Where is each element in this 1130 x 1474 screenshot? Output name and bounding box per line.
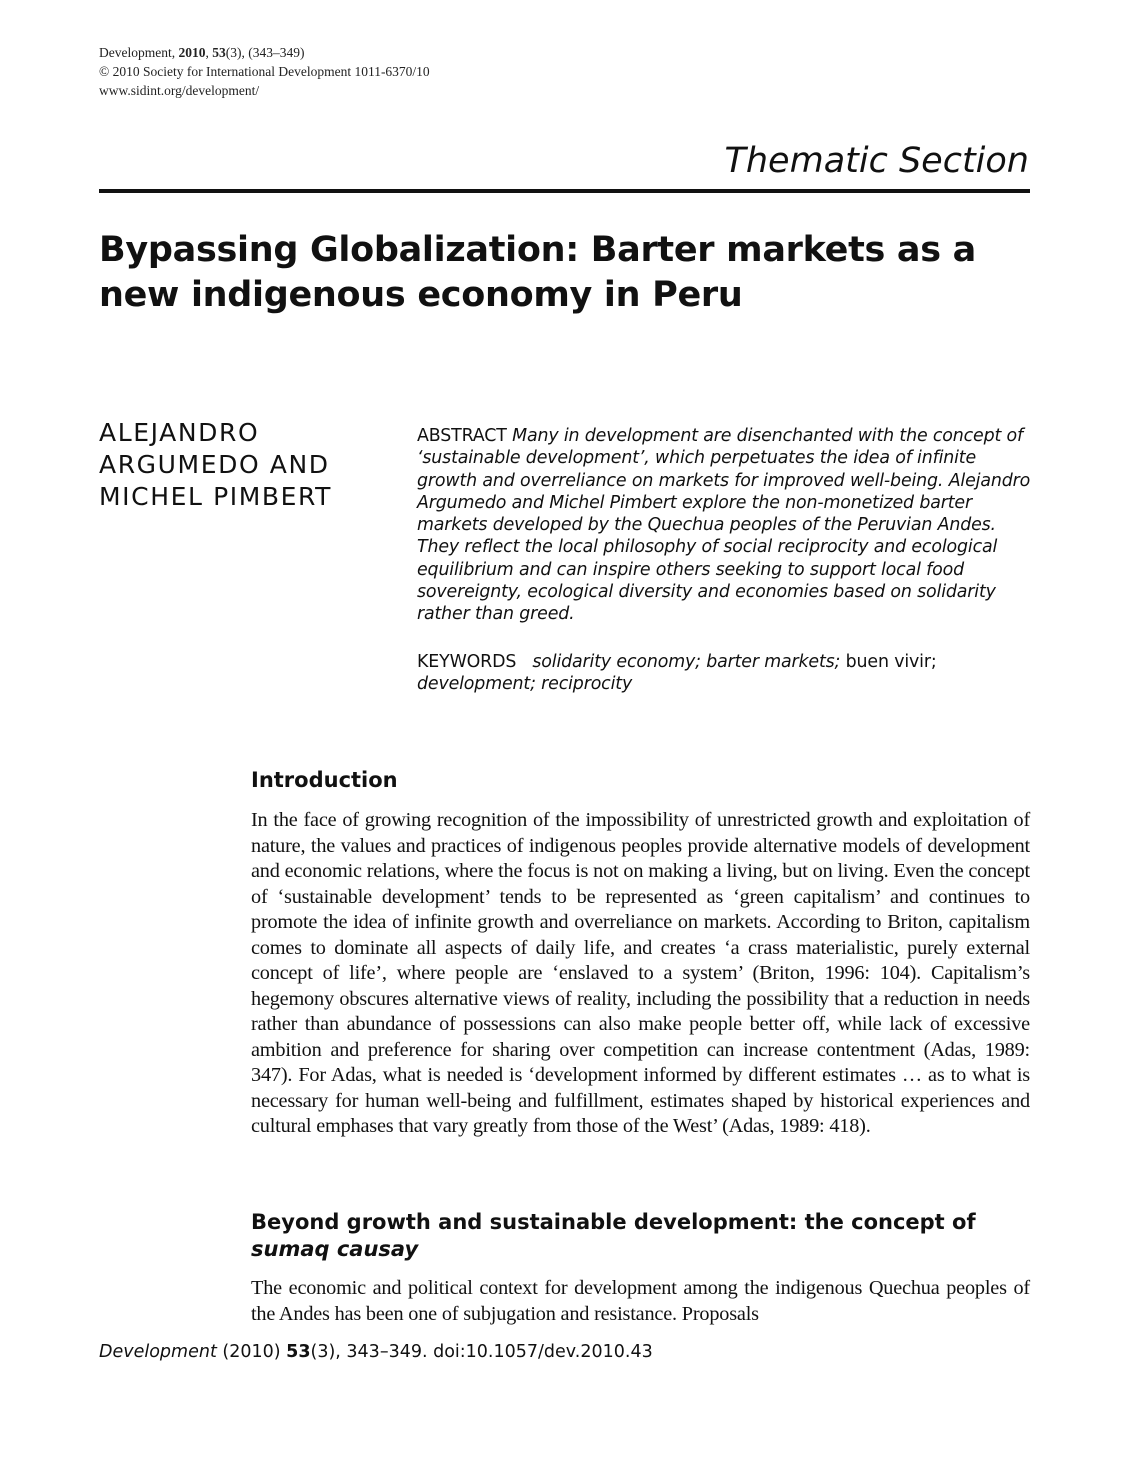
footer-year: (2010) [216, 1342, 287, 1362]
author-line: ARGUMEDO AND [99, 450, 330, 479]
section-label: Thematic Section [724, 141, 1029, 181]
keywords-roman: buen vivir; [840, 652, 937, 672]
keywords [417, 651, 1033, 696]
section-divider [99, 189, 1030, 193]
footer-volume: 53 [286, 1342, 311, 1362]
journal-website: www.sidint.org/development/ [99, 83, 260, 98]
introduction-heading: Introduction [251, 768, 398, 792]
author-line: MICHEL PIMBERT [99, 482, 333, 511]
journal-header [99, 43, 430, 100]
abstract-label: ABSTRACT [417, 426, 507, 446]
section2-heading-text: Beyond growth and sustainable development: the concept of [251, 1210, 976, 1234]
citation-issue-pages: (3), (343–349) [225, 45, 305, 60]
page-footer [99, 1342, 653, 1362]
author-line: ALEJANDRO [99, 418, 260, 447]
footer-rest: (3), 343–349. doi:10.1057/dev.2010.43 [310, 1342, 653, 1362]
introduction-paragraph: In the face of growing recognition of the impossibility of unrestricted growth and exploitation of nature, the values and practices of indigenous peoples provide alternative models of development and economic relations, where the focus is not on making a living, but on living. Even the concept of ‘sustainable development’ tends to be represented as ‘green capitalism’ and continues to promote the idea of infinite growth and overreliance on markets. According to Briton, capitalism comes to dominate all aspects of daily life, and creates ‘a crass materialistic, purely external concept of life’, where people are ‘enslaved to a system’ (Briton, 1996: 104). Capitalism’s hegemony obscures alternative views of reality, including the possibility that a reduction in needs rather than abundance of possessions can also make people better off, while lack of excessive ambition and preference for sharing over competition can increase contentment (Adas, 1989: 347). For Adas, what is needed is ‘development informed by different estimates … as to what is necessary for human well-being and fulfillment, estimates shaped by historical experiences and cultural emphases that vary greatly from those of the West’ (Adas, 1989: 418). [251, 809, 1030, 1137]
journal-citation [99, 43, 430, 62]
citation-prefix: Development, [99, 45, 179, 60]
citation-year: 2010 [178, 45, 206, 60]
section2-paragraph: The economic and political context for development among the indigenous Quechua peoples of the Andes has been one of subjugation and resistance. Proposals [251, 1277, 1030, 1325]
author-block [99, 417, 332, 513]
footer-journal: Development [99, 1342, 217, 1362]
keywords-italic-2: development; reciprocity [417, 674, 633, 695]
keywords-label: KEYWORDS [417, 652, 517, 672]
abstract [417, 425, 1033, 626]
citation-volume: 53 [212, 45, 226, 60]
article-title: Bypassing Globalization: Barter markets as a new indigenous economy in Peru [99, 230, 976, 315]
section2-heading-italic: sumaq causay [251, 1237, 419, 1261]
keywords-italic: solidarity economy; barter markets; [532, 652, 841, 672]
copyright-line: © 2010 Society for International Development 1011-6370/10 [99, 64, 430, 79]
abstract-text: Many in development are disenchanted with the concept of ‘sustainable development’, which perpetuates the idea of infinite growth and overreliance on markets for improved well-being. Alejandro Argumedo and Michel Pimbert explore the non-monetized barter markets developed by the Quechua peoples of the Peruvian Andes. They reflect the local philosophy of social reciprocity and ecological equilibrium and can inspire others seeking to support local food sovereignty, ecological diversity and economies based on solidarity rather than greed. [417, 426, 1031, 625]
section2-heading [251, 1209, 1041, 1263]
citation-sep: , [205, 45, 213, 60]
